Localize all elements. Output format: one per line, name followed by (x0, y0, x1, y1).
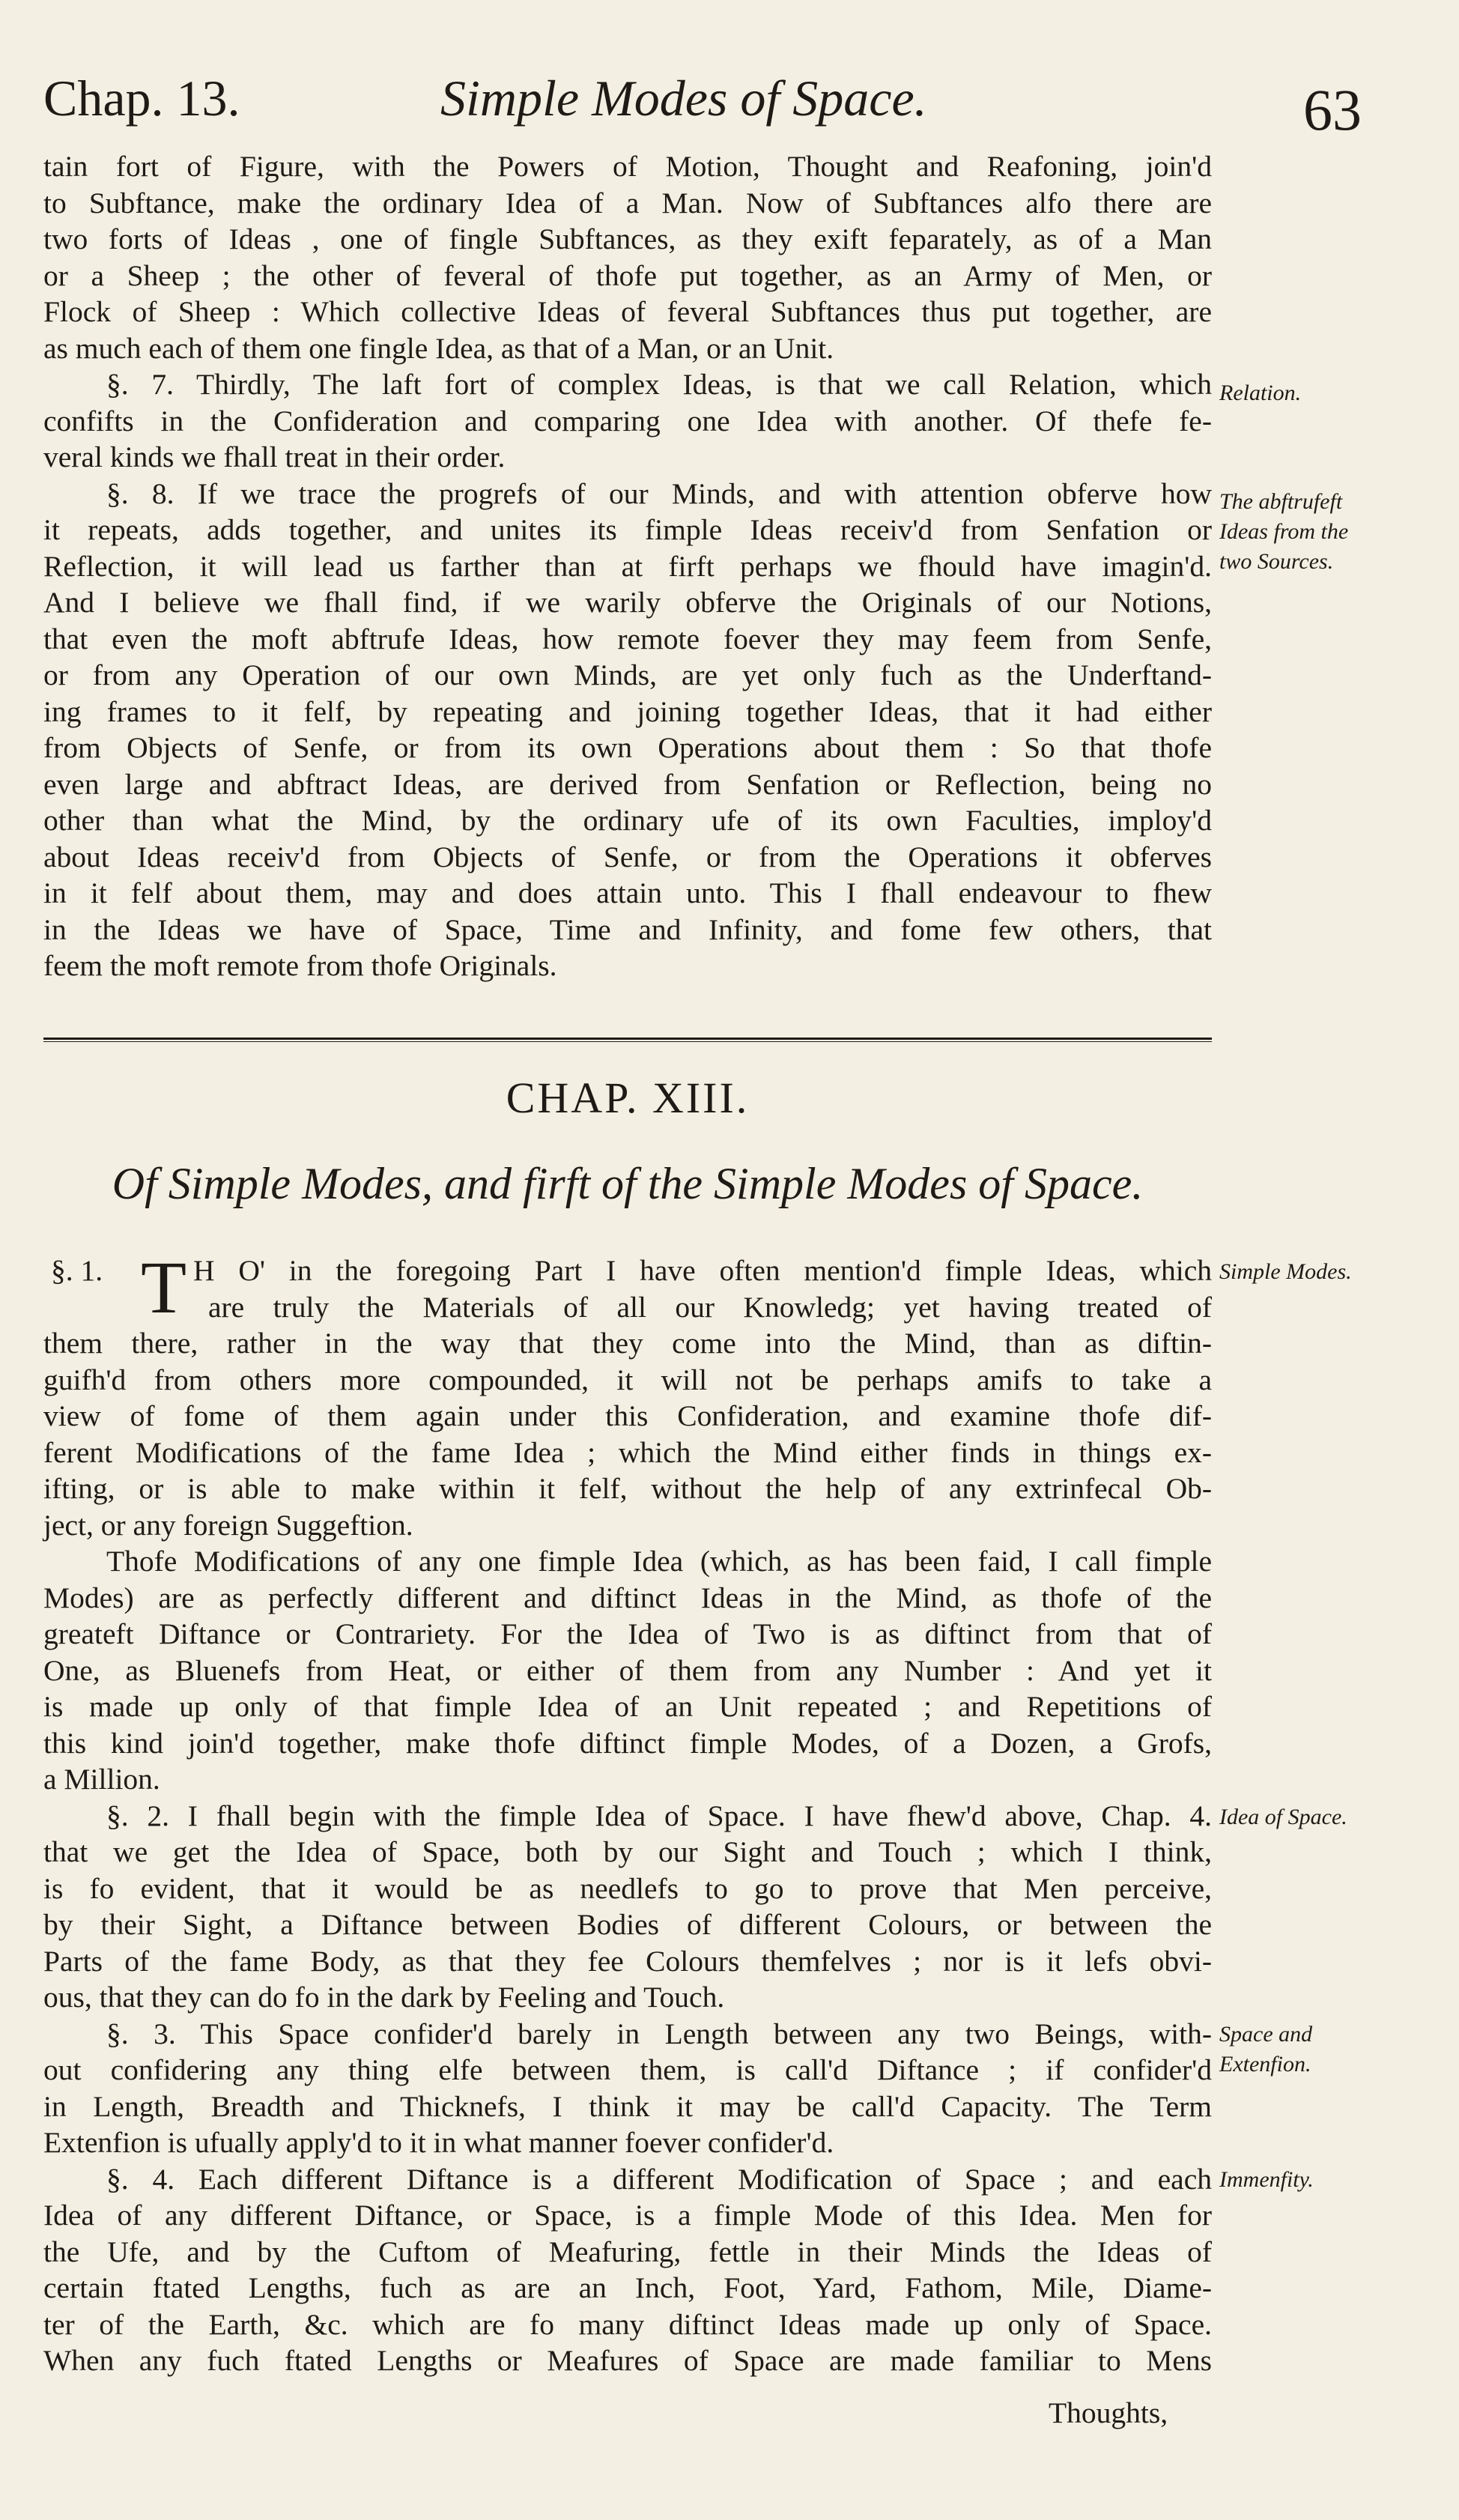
chapter-title: Of Simple Modes, and firft of the Simple Modes of Space. (112, 1159, 1144, 1208)
margin-note-space-extension: Space and Extenfion. (1219, 2022, 1313, 2077)
text-line: even large and abftract Ideas, are derived from Senfation or Reflection, being no (43, 767, 1212, 801)
text-line: out confidering any thing elfe between them, is call'd Diftance ; if confider'd (43, 2053, 1212, 2086)
text-line: from Objects of Senfe, or from its own Operations about them : So that thofe (43, 731, 1212, 764)
section-divider (43, 1038, 1212, 1042)
text-line: in the Ideas we have of Space, Time and Infinity, and fome few others, that (43, 912, 1212, 946)
text-line: And I believe we fhall find, if we warily obferve the Originals of our Notions, (43, 586, 1212, 619)
chapter-heading: CHAP. XIII. (506, 1073, 750, 1122)
text-line: or a Sheep ; the other of feveral of thofe put together, as an Army of Men, or (43, 258, 1212, 292)
text-line: §. 8. If we trace the progrefs of our Minds, and with attention obferve how (106, 476, 1212, 510)
text-line: to Subftance, make the ordinary Idea of a Man. Now of Subftances alfo there are (43, 186, 1212, 219)
text-line: it repeats, adds together, and unites its fimple Ideas receiv'd from Senfation or (43, 513, 1212, 546)
margin-note-immensity: Immenfity. (1219, 2167, 1314, 2192)
text-line: this kind join'd together, make thofe diftinct fimple Modes, of a Dozen, a Grofs, (43, 1726, 1212, 1760)
text-line: veral kinds we fhall treat in their order. (43, 440, 506, 473)
text-line: §. 3. This Space confider'd barely in Length between any two Beings, with- (106, 2017, 1212, 2050)
text-line: two forts of Ideas , one of fingle Subftances, as they exift feparately, as of a Man (43, 222, 1212, 255)
margin-note-relation: Relation. (1219, 381, 1302, 405)
text-line: When any fuch ftated Lengths or Meafures of Space are made familiar to Mens (43, 2344, 1212, 2377)
text-line: Reflection, it will lead us farther than at firft perhaps we fhould have imagin'd. (43, 549, 1212, 583)
text-line: other than what the Mind, by the ordinary ufe of its own Faculties, imploy'd (43, 804, 1212, 837)
text-line: that we get the Idea of Space, both by our Sight and Touch ; which I think, (43, 1835, 1212, 1868)
text-line: a Million. (43, 1763, 160, 1796)
text-line: Flock of Sheep : Which collective Ideas of feveral Subftances thus put together, are (43, 295, 1212, 328)
text-line: are truly the Materials of all our Knowledg; yet having treated of (208, 1290, 1212, 1324)
text-line: certain ftated Lengths, fuch as are an Inch, Foot, Yard, Fathom, Mile, Diame- (43, 2271, 1212, 2304)
text-line: them there, rather in the way that they come into the Mind, than as diftin- (43, 1327, 1212, 1360)
text-line: ferent Modifications of the fame Idea ; which the Mind either finds in things ex- (43, 1435, 1212, 1469)
lower-text-block (43, 1246, 1212, 2379)
text-line: ing frames to it felf, by repeating and joining together Ideas, that it had either (43, 694, 1212, 728)
text-line: Extenfion is ufually apply'd to it in what manner foever confider'd. (43, 2126, 834, 2159)
text-line: ifting, or is able to make within it felf, without the help of any extrinfecal Ob- (43, 1472, 1212, 1505)
text-line: §. 2. I fhall begin with the fimple Idea of Space. I have fhew'd above, Chap. 4. (106, 1799, 1212, 1832)
text-line: or from any Operation of our own Minds, are yet only fuch as the Underftand- (43, 658, 1212, 691)
text-line: about Ideas receiv'd from Objects of Senfe, or from the Operations it obferves (43, 840, 1212, 873)
header-chapter: Chap. 13. (43, 70, 240, 127)
text-line: tain fort of Figure, with the Powers of Motion, Thought and Reafoning, join'd (43, 150, 1212, 183)
text-line: feem the moft remote from thofe Originals. (43, 949, 557, 982)
text-line: by their Sight, a Diftance between Bodies of different Colours, or between the (43, 1908, 1212, 1941)
text-line: ject, or any foreign Suggeftion. (43, 1508, 413, 1542)
text-line: greateft Diftance or Contrariety. For the Idea of Two is as diftinct from that of (43, 1617, 1212, 1650)
text-line: ter of the Earth, &c. which are fo many diftinct Ideas made up only of Space. (43, 2307, 1212, 2341)
drop-cap: T (141, 1246, 187, 1329)
opening-paragraph (43, 1246, 1212, 1329)
text-line: Parts of the fame Body, as that they fee Colours themfelves ; nor is it lefs obvi- (43, 1944, 1212, 1978)
text-line: is made up only of that fimple Idea of an Unit repeated ; and Repetitions of (43, 1690, 1212, 1723)
text-line: ous, that they can do fo in the dark by Feeling and Touch. (43, 1981, 725, 2014)
header-title: Simple Modes of Space. (440, 70, 927, 127)
text-line: §. 7. Thirdly, The laft fort of complex Ideas, is that we call Relation, which (106, 368, 1212, 401)
catchword: Thoughts, (1049, 2396, 1168, 2429)
text-line: One, as Bluenefs from Heat, or either of them from any Number : And yet it (43, 1653, 1212, 1687)
text-line: Idea of any different Diftance, or Space, is a fimple Mode of this Idea. Men for (43, 2199, 1212, 2232)
text-line: that even the moft abftrufe Ideas, how remote foever they may feem from Senfe, (43, 622, 1212, 655)
text-line: guifh'd from others more compounded, it will not be perhaps amifs to take a (43, 1363, 1212, 1396)
margin-note-idea-of-space: Idea of Space. (1219, 1805, 1347, 1829)
text-line: H O' in the foregoing Part I have often mention'd fimple Ideas, which (193, 1254, 1212, 1287)
page-number: 63 (1303, 77, 1362, 142)
text-line: Thofe Modifications of any one fimple Idea (which, as has been faid, I call fimple (106, 1545, 1212, 1578)
text-line: in Length, Breadth and Thicknefs, I think it may be call'd Capacity. The Term (43, 2089, 1212, 2123)
text-line: in it felf about them, may and does attain unto. This I fhall endeavour to fhew (43, 876, 1212, 909)
text-line: Modes) are as perfectly different and diftinct Ideas in the Mind, as thofe of the (43, 1581, 1212, 1614)
text-line: as much each of them one fingle Idea, as that of a Man, or an Unit. (43, 331, 834, 365)
text-line: view of fome of them again under this Confideration, and examine thofe dif- (43, 1399, 1212, 1432)
running-header (43, 69, 1362, 151)
text-line: is fo evident, that it would be as needlefs to go to prove that Men perceive, (43, 1871, 1212, 1905)
text-line: §. 4. Each different Diftance is a different Modification of Space ; and each (106, 2162, 1212, 2196)
margin-note-simple-modes: Simple Modes. (1219, 1259, 1352, 1284)
top-text-block (43, 148, 1212, 984)
text-line: the Ufe, and by the Cuftom of Meafuring, fettle in their Minds the Ideas of (43, 2235, 1212, 2268)
margin-note-abstrusest: The abftrufeft Ideas from the two Sources. (1219, 489, 1349, 574)
text-line: confifts in the Confideration and comparing one Idea with another. Of thefe fe- (43, 404, 1212, 437)
section-mark: §. 1. (51, 1254, 103, 1287)
